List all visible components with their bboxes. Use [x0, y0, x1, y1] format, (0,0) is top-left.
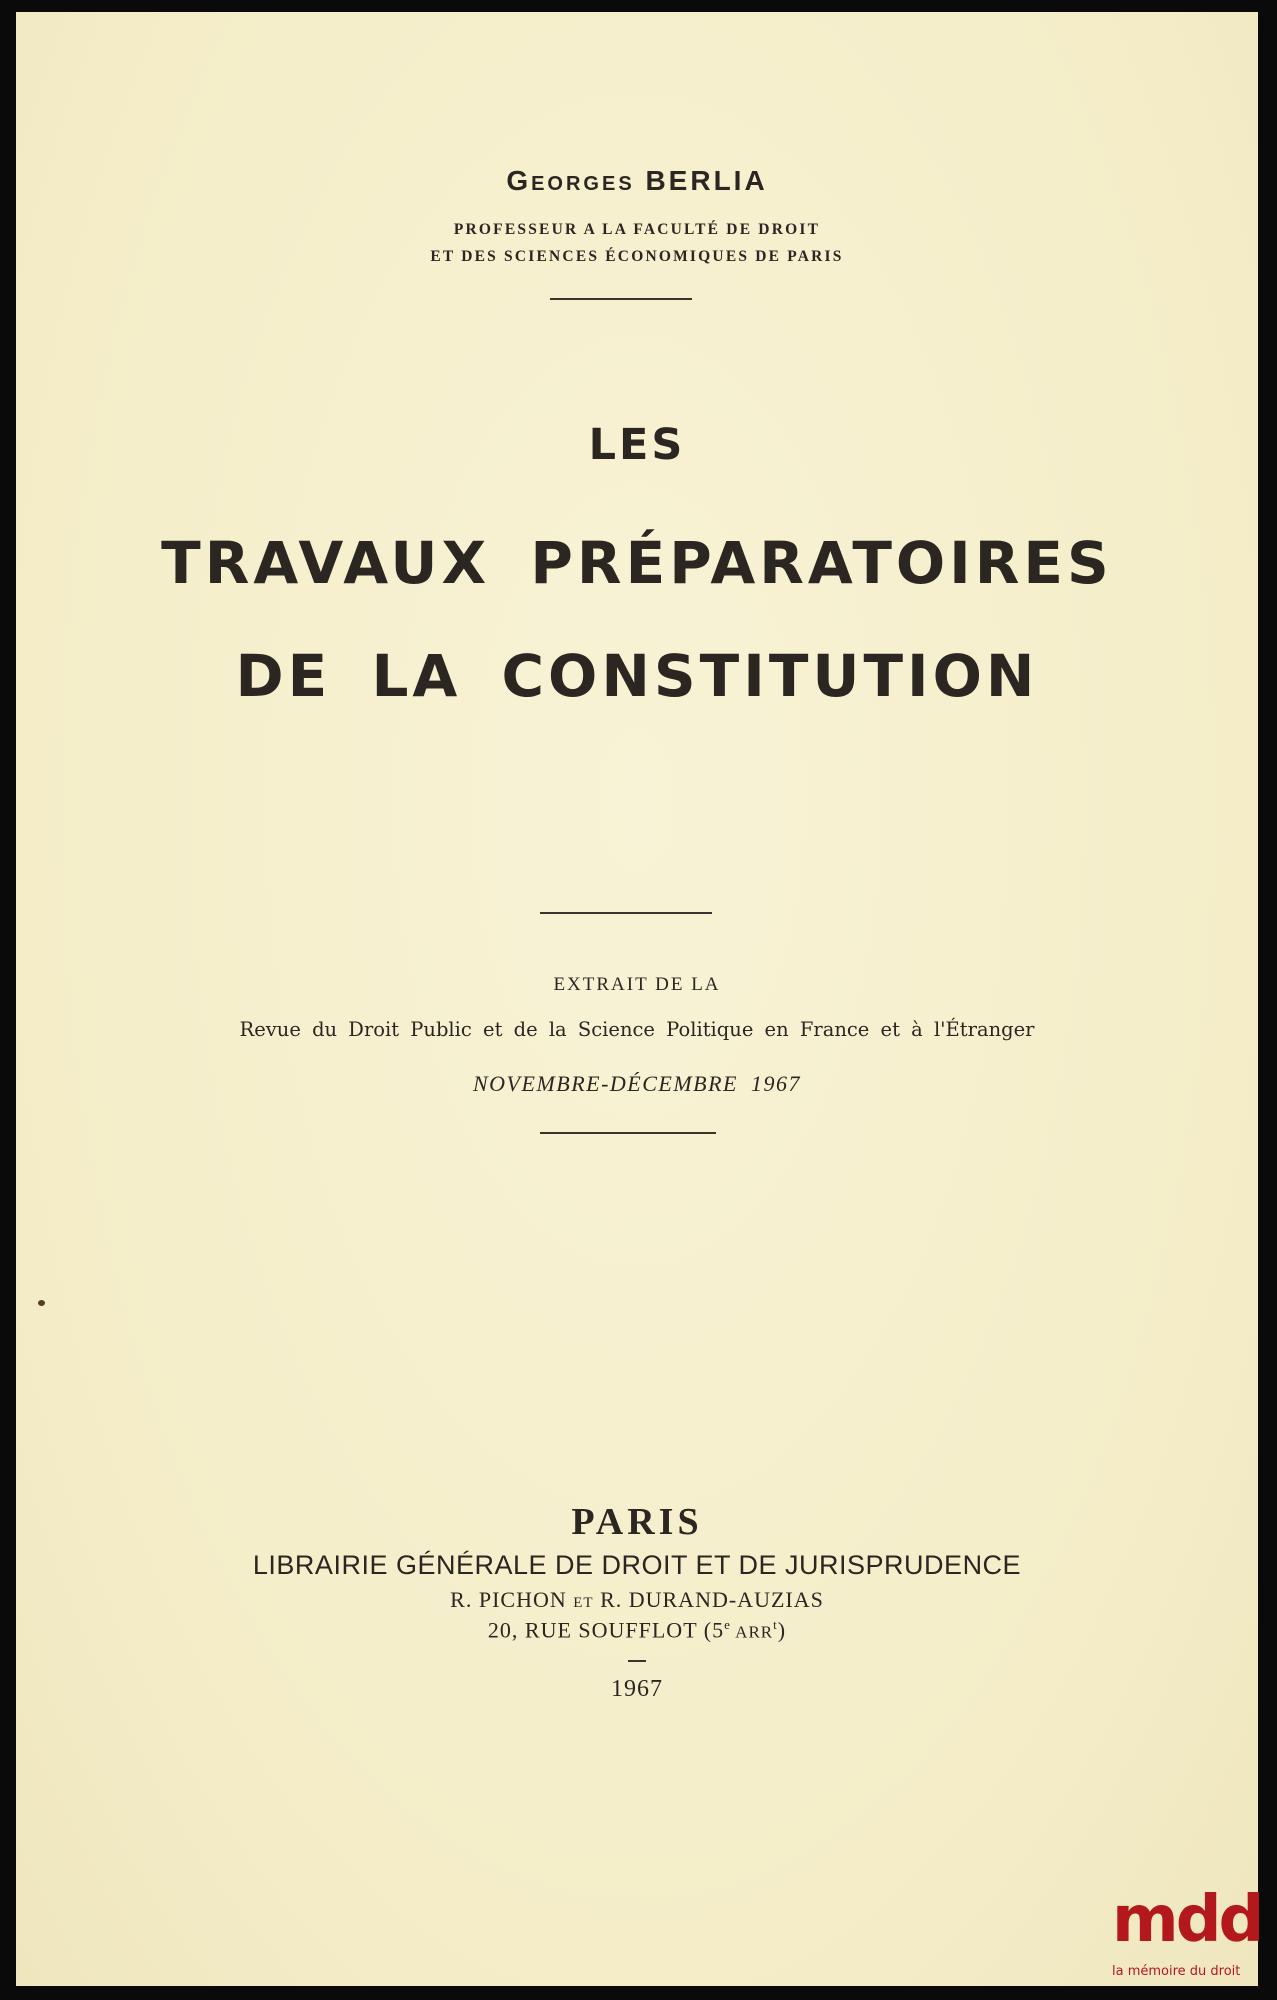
divider-rule-short [628, 1660, 646, 1662]
editor-1: R. PICHON [450, 1587, 567, 1612]
journal-name: Revue du Droit Public et de la Science Politique en France et à l'Étranger [239, 1018, 1035, 1041]
author-first-name: Georges [506, 165, 635, 196]
address-superscript-1: e [724, 1617, 731, 1632]
imprint-city: PARIS [571, 1501, 703, 1543]
address-superscript-2: t [773, 1617, 778, 1632]
address-text-1: 20, RUE SOUFFLOT (5 [487, 1617, 725, 1643]
divider-rule-top [550, 298, 692, 300]
extract-intro: EXTRAIT DE LA [553, 974, 721, 995]
title-line-1: LES [588, 420, 686, 470]
publisher-address [16, 1617, 1258, 1643]
issue-date: NOVEMBRE-DÉCEMBRE 1967 [473, 1071, 801, 1096]
divider-rule-middle [540, 912, 712, 914]
logo-tagline: la mémoire du droit [1112, 1964, 1241, 1979]
editors-conjunction: ET [573, 1595, 594, 1611]
editor-2: R. DURAND-AUZIAS [600, 1587, 824, 1612]
author-name [16, 165, 1258, 197]
paper-speck [38, 1300, 45, 1306]
author-last-name: BERLIA [645, 165, 768, 196]
author-affiliation-line2: ET DES SCIENCES ÉCONOMIQUES DE PARIS [430, 248, 844, 265]
address-text-3: ) [777, 1617, 787, 1643]
mdd-watermark-logo [1112, 1883, 1272, 1998]
title-line-3: DE LA CONSTITUTION [235, 642, 1039, 710]
logo-text: mdd [1112, 1883, 1262, 1957]
publisher-editors [16, 1587, 1258, 1613]
title-line-2: TRAVAUX PRÉPARATOIRES [161, 529, 1113, 597]
title-page [16, 12, 1258, 1986]
publication-year: 1967 [611, 1676, 663, 1702]
divider-rule-lower [540, 1132, 716, 1134]
address-text-2: ARR [730, 1622, 774, 1642]
publisher-name: LIBRAIRIE GÉNÉRALE DE DROIT ET DE JURISPRUDENCE [252, 1550, 1022, 1580]
author-affiliation-line1: PROFESSEUR A LA FACULTÉ DE DROIT [453, 221, 821, 238]
